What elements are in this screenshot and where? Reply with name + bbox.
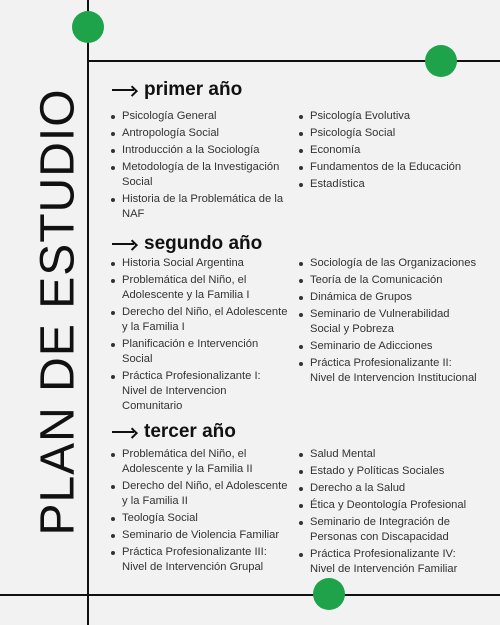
subject-list-left	[110, 256, 288, 416]
list-item: Antropología Social	[110, 126, 288, 141]
subject-list-right	[298, 256, 478, 388]
subject-list-right	[298, 109, 478, 194]
list-item: Estadística	[298, 177, 478, 192]
list-item: Seminario de Integración de Personas con Discapacidad	[298, 515, 478, 545]
arrow-right-icon	[112, 78, 138, 102]
arrow-right-icon	[112, 420, 138, 444]
list-item: Introducción a la Sociología	[110, 143, 288, 158]
list-item: Psicología Evolutiva	[298, 109, 478, 124]
bottom-divider-line	[0, 594, 500, 596]
subject-list-right	[298, 447, 478, 579]
green-dot-bottom	[313, 578, 345, 610]
green-dot-top-right	[425, 45, 457, 77]
list-item: Historia Social Argentina	[110, 256, 288, 271]
list-item: Teología Social	[110, 511, 288, 526]
list-item: Práctica Profesionalizante IV: Nivel de Intervención Familiar	[298, 547, 478, 577]
list-item: Metodología de la Investigación Social	[110, 160, 288, 190]
list-item: Práctica Profesionalizante III: Nivel de Intervención Grupal	[110, 545, 288, 575]
list-item: Salud Mental	[298, 447, 478, 462]
list-item: Seminario de Violencia Familiar	[110, 528, 288, 543]
section-heading-text: segundo año	[144, 233, 263, 254]
arrow-right-icon	[112, 232, 138, 256]
page-title: PLAN DE ESTUDIO	[31, 88, 85, 536]
section-heading-text: primer año	[144, 79, 243, 100]
section-heading	[112, 78, 242, 102]
list-item: Práctica Profesionalizante I: Nivel de Intervencion Comunitario	[110, 369, 288, 414]
list-item: Problemática del Niño, el Adolescente y la Familia I	[110, 273, 288, 303]
vertical-divider-line	[87, 0, 89, 625]
list-item: Dinámica de Grupos	[298, 290, 478, 305]
list-item: Problemática del Niño, el Adolescente y la Familia II	[110, 447, 288, 477]
list-item: Seminario de Adicciones	[298, 339, 478, 354]
section-heading	[112, 420, 236, 444]
list-item: Sociología de las Organizaciones	[298, 256, 478, 271]
list-item: Historia de la Problemática de la NAF	[110, 192, 288, 222]
subject-list-left	[110, 109, 288, 224]
green-dot-top-left	[72, 11, 104, 43]
list-item: Teoría de la Comunicación	[298, 273, 478, 288]
list-item: Seminario de Vulnerabilidad Social y Pobreza	[298, 307, 478, 337]
section-heading	[112, 232, 262, 256]
list-item: Fundamentos de la Educación	[298, 160, 478, 175]
list-item: Psicología General	[110, 109, 288, 124]
list-item: Estado y Políticas Sociales	[298, 464, 478, 479]
list-item: Derecho del Niño, el Adolescente y la Familia I	[110, 305, 288, 335]
list-item: Psicología Social	[298, 126, 478, 141]
section-heading-text: tercer año	[144, 421, 236, 442]
list-item: Práctica Profesionalizante II: Nivel de Intervencion Institucional	[298, 356, 478, 386]
list-item: Ética y Deontología Profesional	[298, 498, 478, 513]
subject-list-left	[110, 447, 288, 577]
list-item: Derecho del Niño, el Adolescente y la Familia II	[110, 479, 288, 509]
list-item: Economía	[298, 143, 478, 158]
list-item: Derecho a la Salud	[298, 481, 478, 496]
list-item: Planificación e Intervención Social	[110, 337, 288, 367]
